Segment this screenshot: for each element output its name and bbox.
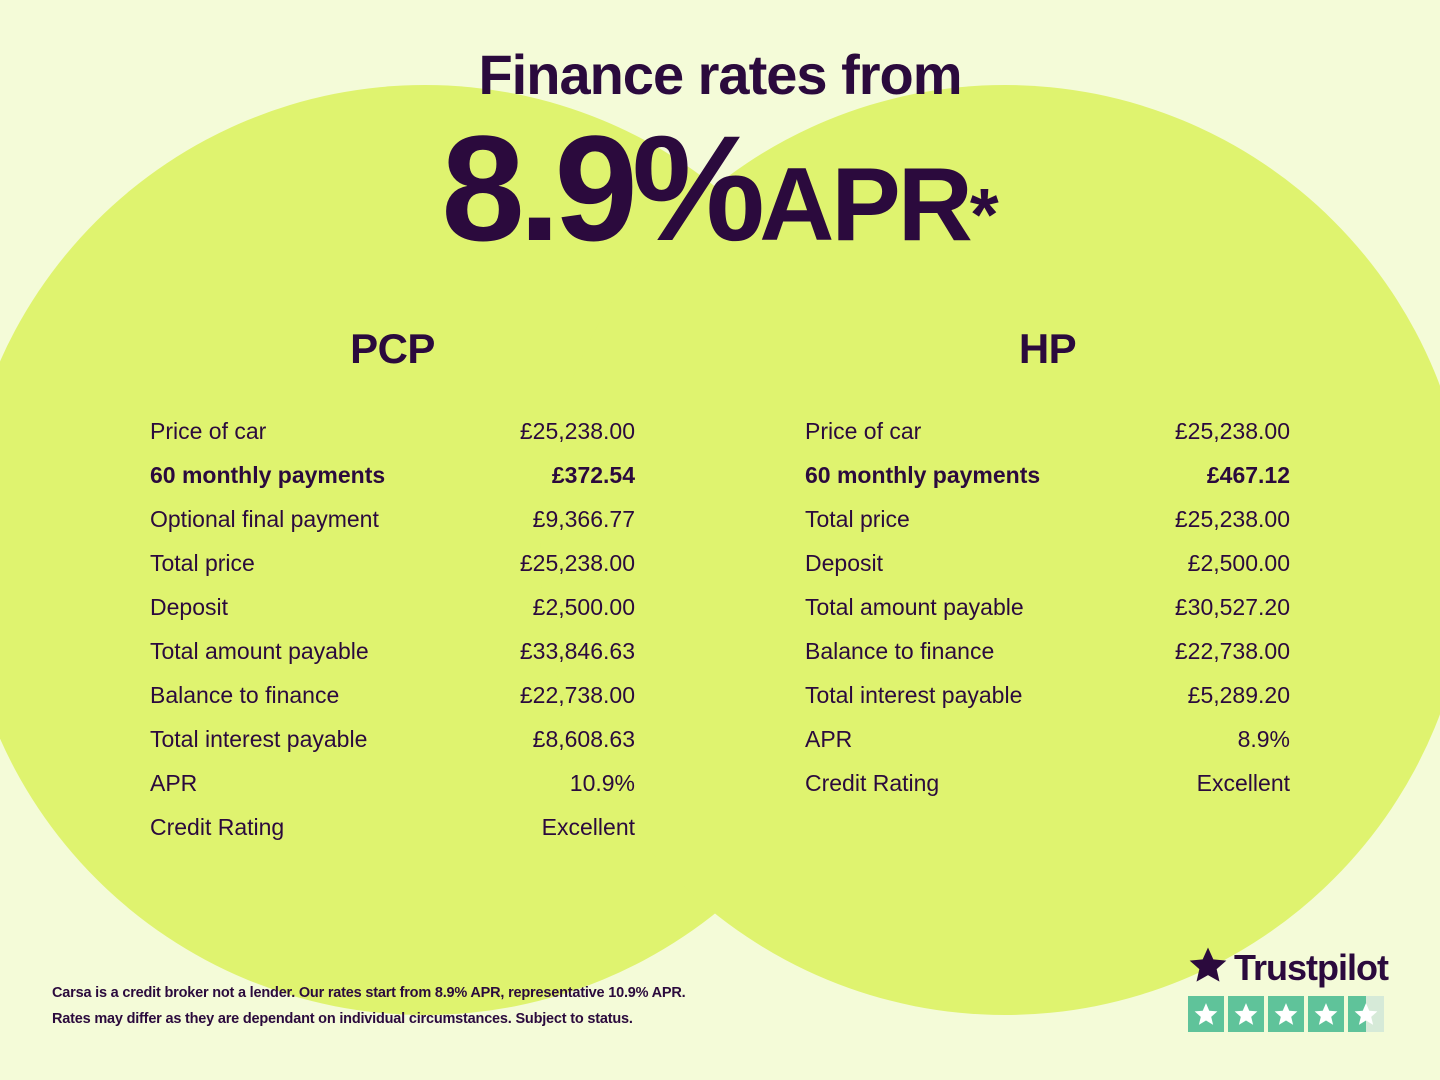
row-label: Credit Rating	[150, 813, 285, 840]
row-value: £8,608.63	[532, 725, 635, 752]
table-row	[150, 629, 635, 673]
row-label: Total price	[805, 505, 910, 532]
row-label: Total price	[150, 549, 255, 576]
table-row	[150, 805, 635, 849]
rate-value: 8.9%	[441, 104, 760, 272]
row-value: £9,366.77	[532, 505, 635, 532]
row-label: Optional final payment	[150, 505, 379, 532]
table-row	[150, 761, 635, 805]
row-value: £5,289.20	[1187, 681, 1290, 708]
row-label: APR	[805, 725, 853, 752]
row-label: Price of car	[150, 417, 267, 444]
row-value: £25,238.00	[519, 549, 635, 576]
star-icon	[1228, 996, 1264, 1032]
table-row	[805, 717, 1290, 761]
finance-comparison	[0, 325, 1440, 849]
headline-rate	[0, 104, 1440, 272]
row-label: Balance to finance	[805, 637, 995, 664]
row-label: Total interest payable	[150, 725, 368, 752]
table-row	[150, 585, 635, 629]
row-label: Total interest payable	[805, 681, 1023, 708]
star-icon	[1308, 996, 1344, 1032]
row-value: 8.9%	[1237, 725, 1290, 752]
table-row	[805, 453, 1290, 497]
row-label: Deposit	[150, 593, 228, 620]
row-value: £33,846.63	[519, 637, 635, 664]
rate-product-label: APR	[759, 147, 970, 263]
row-label: Credit Rating	[805, 769, 940, 796]
row-value: £25,238.00	[1174, 417, 1290, 444]
row-value: £467.12	[1206, 461, 1290, 488]
row-label: APR	[150, 769, 198, 796]
row-value: £30,527.20	[1174, 593, 1290, 620]
row-label: Total amount payable	[150, 637, 369, 664]
table-row	[805, 541, 1290, 585]
disclaimer-line-1: Carsa is a credit broker not a lender. Our rates start from 8.9% APR, representative 10.9% APR.	[52, 985, 686, 1002]
table-row	[805, 585, 1290, 629]
table-row	[805, 761, 1290, 805]
table-row	[805, 409, 1290, 453]
table-row	[150, 497, 635, 541]
row-label: 60 monthly payments	[150, 461, 386, 488]
finance-table-pcp	[150, 409, 635, 849]
row-value: 10.9%	[569, 769, 635, 796]
row-label: Total amount payable	[805, 593, 1024, 620]
table-row	[805, 629, 1290, 673]
table-row	[150, 673, 635, 717]
finance-column-pcp	[150, 325, 635, 849]
row-label: 60 monthly payments	[805, 461, 1041, 488]
trustpilot-logo	[1188, 945, 1388, 990]
row-value: £2,500.00	[532, 593, 635, 620]
star-icon	[1268, 996, 1304, 1032]
table-row	[150, 541, 635, 585]
column-title-hp: HP	[1018, 325, 1077, 372]
star-icon	[1188, 996, 1224, 1032]
table-row	[805, 497, 1290, 541]
row-value: £25,238.00	[519, 417, 635, 444]
row-label: Balance to finance	[150, 681, 340, 708]
table-row	[150, 453, 635, 497]
row-label: Deposit	[805, 549, 883, 576]
table-row	[150, 717, 635, 761]
column-title-pcp: PCP	[350, 325, 435, 372]
trustpilot-star-icon	[1188, 945, 1228, 990]
finance-table-hp	[805, 409, 1290, 805]
row-value: £2,500.00	[1187, 549, 1290, 576]
legal-disclaimer	[52, 981, 686, 1032]
table-row	[150, 409, 635, 453]
page-title: Finance rates from	[478, 43, 962, 106]
row-value: £372.54	[551, 461, 635, 488]
row-value: Excellent	[1196, 769, 1290, 796]
row-value: £22,738.00	[519, 681, 635, 708]
trustpilot-rating	[1188, 945, 1388, 1032]
row-label: Price of car	[805, 417, 922, 444]
disclaimer-line-2: Rates may differ as they are dependant on individual circumstances. Subject to status.	[52, 1010, 633, 1027]
half-star-icon	[1348, 996, 1384, 1032]
rate-asterisk: *	[969, 173, 999, 256]
finance-column-hp	[805, 325, 1290, 849]
row-value: £22,738.00	[1174, 637, 1290, 664]
row-value: Excellent	[541, 813, 635, 840]
trustpilot-stars	[1188, 996, 1388, 1032]
trustpilot-wordmark: Trustpilot	[1234, 946, 1388, 988]
table-row	[805, 673, 1290, 717]
row-value: £25,238.00	[1174, 505, 1290, 532]
